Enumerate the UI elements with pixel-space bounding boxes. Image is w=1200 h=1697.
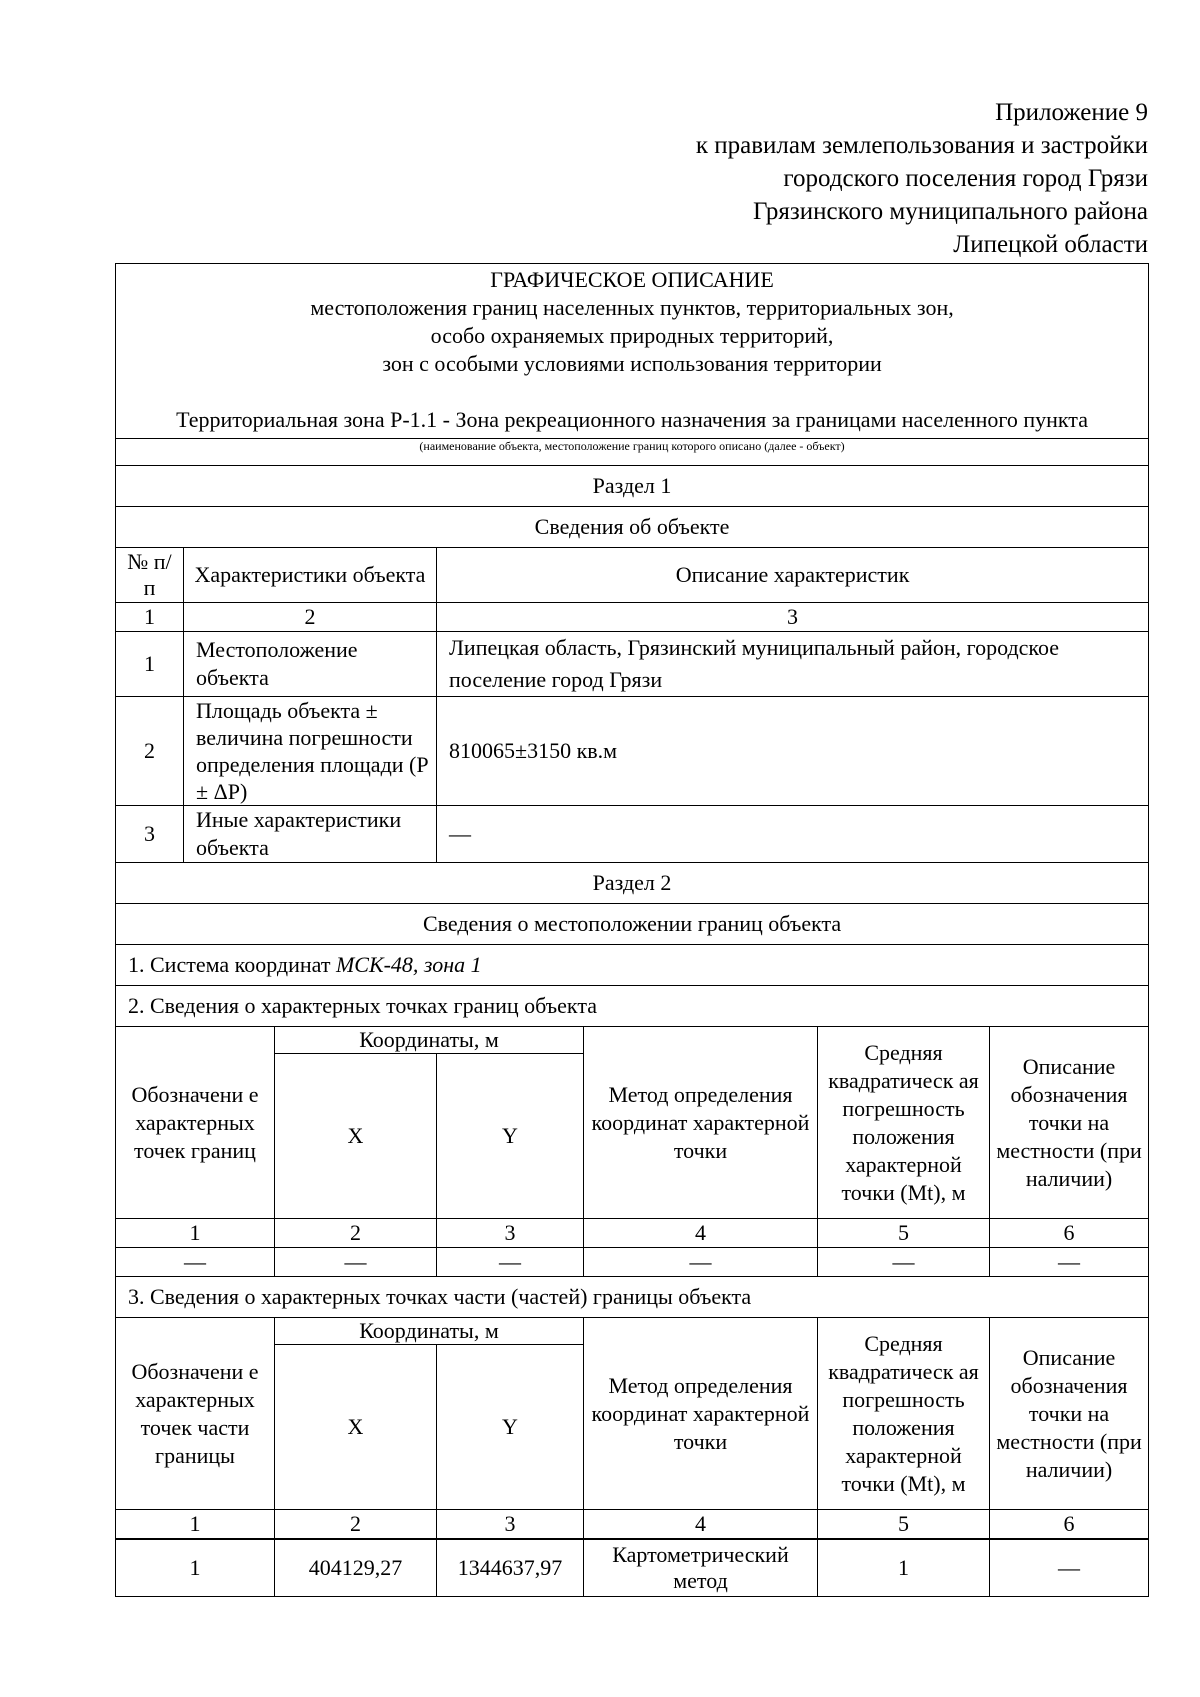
document-subtitle: местоположения границ населенных пунктов, территориальных зон, bbox=[310, 295, 954, 320]
appendix-header bbox=[548, 96, 1148, 261]
appendix-line: Приложение 9 bbox=[995, 99, 1148, 126]
appendix-line: Грязинского муниципального района bbox=[753, 198, 1148, 225]
point-cell: — bbox=[990, 1248, 1149, 1277]
col-char-header: Характеристики объекта bbox=[184, 548, 437, 603]
col-error-header: Средняя квадратическ ая погрешность положения характерной точки (Mt), м bbox=[818, 1318, 990, 1510]
part-cell: 1 bbox=[116, 1539, 275, 1597]
appendix-line: городского поселения город Грязи bbox=[783, 165, 1148, 192]
section1-header-row bbox=[116, 548, 1149, 603]
index-cell: 2 bbox=[184, 603, 437, 632]
index-cell: 1 bbox=[116, 1510, 275, 1540]
part-cell: 1 bbox=[818, 1539, 990, 1597]
appendix-line: Липецкой области bbox=[953, 231, 1148, 258]
col-y-header: Y bbox=[437, 1345, 584, 1510]
col-error-header: Средняя квадратическ ая погрешность положения характерной точки (Mt), м bbox=[818, 1027, 990, 1219]
section1-subtitle: Сведения об объекте bbox=[116, 507, 1149, 548]
object-note-row bbox=[116, 439, 1149, 466]
point-cell: — bbox=[116, 1248, 275, 1277]
part-cell: 1344637,97 bbox=[437, 1539, 584, 1597]
row-char: Иные характеристики объекта bbox=[184, 806, 437, 863]
index-cell: 6 bbox=[990, 1219, 1149, 1248]
col-designation-part-header: Обозначени е характерных точек части границы bbox=[116, 1318, 275, 1510]
col-x-header: X bbox=[275, 1054, 437, 1219]
table-row bbox=[116, 806, 1149, 863]
row-num: 3 bbox=[116, 806, 184, 863]
index-cell: 3 bbox=[437, 603, 1149, 632]
section1-title: Раздел 1 bbox=[116, 466, 1149, 507]
index-cell: 1 bbox=[116, 603, 184, 632]
coordinate-system bbox=[116, 945, 1149, 986]
col-method-header: Метод определения координат характерной точки bbox=[584, 1027, 818, 1219]
points-title: 2. Сведения о характерных точках границ объекта bbox=[116, 986, 1149, 1027]
point-cell: — bbox=[584, 1248, 818, 1277]
point-cell: — bbox=[275, 1248, 437, 1277]
row-char: Местоположение объекта bbox=[184, 632, 437, 697]
col-description-header: Описание обозначения точки на местности (при наличии) bbox=[990, 1027, 1149, 1219]
points-index-row bbox=[116, 1219, 1149, 1248]
index-cell: 4 bbox=[584, 1219, 818, 1248]
coordinate-system-value: МСК-48, зона 1 bbox=[335, 952, 482, 977]
index-cell: 5 bbox=[818, 1219, 990, 1248]
index-cell: 2 bbox=[275, 1510, 437, 1540]
col-desc-header: Описание характеристик bbox=[437, 548, 1149, 603]
header-row bbox=[116, 264, 1149, 439]
col-y-header: Y bbox=[437, 1054, 584, 1219]
col-coordinates-header: Координаты, м bbox=[275, 1027, 584, 1054]
col-designation-header: Обозначени е характерных точек границ bbox=[116, 1027, 275, 1219]
table-row bbox=[116, 1248, 1149, 1277]
index-cell: 3 bbox=[437, 1510, 584, 1540]
row-char: Площадь объекта ± величина погрешности определения площади (P ± ΔP) bbox=[184, 697, 437, 806]
section1-index-row bbox=[116, 603, 1149, 632]
row-num: 1 bbox=[116, 632, 184, 697]
row-desc: Липецкая область, Грязинский муниципальный район, городское поселение город Грязи bbox=[437, 632, 1149, 697]
parts-index-row bbox=[116, 1510, 1149, 1540]
col-coordinates-header: Координаты, м bbox=[275, 1318, 584, 1345]
col-num-header: № п/п bbox=[116, 548, 184, 603]
col-method-header: Метод определения координат характерной точки bbox=[584, 1318, 818, 1510]
part-cell: Картометрический метод bbox=[584, 1539, 818, 1597]
appendix-line: к правилам землепользования и застройки bbox=[695, 132, 1148, 159]
part-cell: — bbox=[990, 1539, 1149, 1597]
document-subtitle: особо охраняемых природных территорий, bbox=[430, 323, 834, 348]
col-x-header: X bbox=[275, 1345, 437, 1510]
index-cell: 2 bbox=[275, 1219, 437, 1248]
points-header-row bbox=[116, 1027, 1149, 1054]
table-row bbox=[116, 1539, 1149, 1597]
col-description-header: Описание обозначения точки на местности (при наличии) bbox=[990, 1318, 1149, 1510]
index-cell: 4 bbox=[584, 1510, 818, 1540]
index-cell: 6 bbox=[990, 1510, 1149, 1540]
section2-title: Раздел 2 bbox=[116, 863, 1149, 904]
parts-header-row bbox=[116, 1318, 1149, 1345]
table-row bbox=[116, 697, 1149, 806]
object-note: (наименование объекта, местоположение границ которого описано (далее - объект) bbox=[116, 439, 1149, 466]
table-row bbox=[116, 632, 1149, 697]
coordinate-system-prefix: 1. Система координат bbox=[128, 952, 336, 977]
part-cell: 404129,27 bbox=[275, 1539, 437, 1597]
row-desc: — bbox=[437, 806, 1149, 863]
section2-subtitle: Сведения о местоположении границ объекта bbox=[116, 904, 1149, 945]
document-subtitle: зон с особыми условиями использования территории bbox=[382, 351, 882, 376]
graphic-description-table bbox=[115, 263, 1149, 1597]
object-name: Территориальная зона Р-1.1 - Зона рекреационного назначения за границами населенного пункта bbox=[176, 407, 1088, 432]
index-cell: 1 bbox=[116, 1219, 275, 1248]
point-cell: — bbox=[437, 1248, 584, 1277]
header-cell bbox=[116, 264, 1149, 439]
index-cell: 3 bbox=[437, 1219, 584, 1248]
document-title: ГРАФИЧЕСКОЕ ОПИСАНИЕ bbox=[490, 267, 774, 292]
row-desc: 810065±3150 кв.м bbox=[437, 697, 1149, 806]
row-num: 2 bbox=[116, 697, 184, 806]
point-cell: — bbox=[818, 1248, 990, 1277]
index-cell: 5 bbox=[818, 1510, 990, 1540]
parts-title: 3. Сведения о характерных точках части (частей) границы объекта bbox=[116, 1277, 1149, 1318]
